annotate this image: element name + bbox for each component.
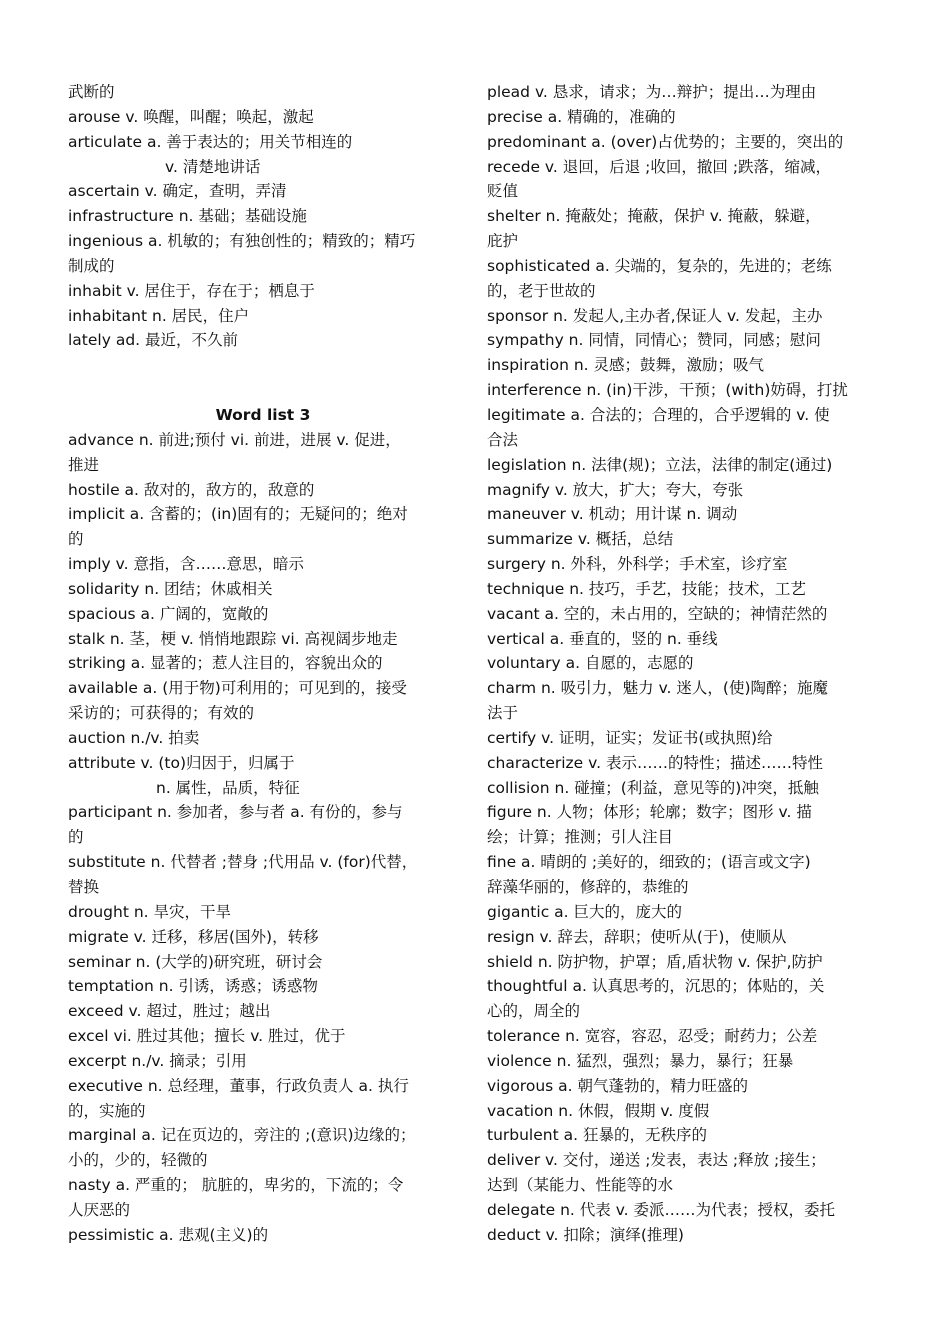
vocab-line: collision n. 碰撞；(利益，意见等的)冲突，抵触 bbox=[487, 778, 819, 797]
vocab-line: 的 bbox=[68, 530, 84, 549]
vocab-line: technique n. 技巧，手艺，技能；技术，工艺 bbox=[487, 579, 806, 598]
vocab-line: 替换 bbox=[68, 878, 100, 896]
vocab-line: 达到（某能力、性能等的水 bbox=[487, 1176, 674, 1195]
vocab-line: fine a. 晴朗的 ;美好的，细致的；(语言或文字) bbox=[487, 853, 811, 872]
vocab-continuation-line: v. 清楚地讲话 bbox=[165, 157, 261, 176]
vocab-line: deduct v. 扣除；演绎(推理) bbox=[487, 1225, 684, 1244]
vocab-line: excel vi. 胜过其他；擅长 v. 胜过，优于 bbox=[68, 1027, 346, 1046]
vocab-line: voluntary a. 自愿的，志愿的 bbox=[487, 654, 694, 673]
vocab-line: shelter n. 掩蔽处；掩蔽，保护 v. 掩蔽，躲避， bbox=[487, 207, 821, 226]
vocab-line: imply v. 意指，含……意思，暗示 bbox=[68, 555, 304, 574]
vocab-line: temptation n. 引诱，诱惑；诱惑物 bbox=[68, 977, 318, 996]
vocab-line: ascertain v. 确定，查明，弄清 bbox=[68, 182, 287, 201]
vocab-line: substitute n. 代替者 ;替身 ;代用品 v. (for)代替， bbox=[68, 853, 418, 872]
vocab-line: gigantic a. 巨大的，庞大的 bbox=[487, 902, 682, 921]
vocab-line: certify v. 证明，证实；发证书(或执照)给 bbox=[487, 728, 773, 747]
right-column bbox=[487, 80, 877, 1248]
vocab-line: turbulent a. 狂暴的，无秩序的 bbox=[487, 1126, 707, 1145]
vocab-line: inhabitant n. 居民，住户 bbox=[68, 306, 250, 325]
vocab-line: vacation n. 休假，假期 v. 度假 bbox=[487, 1101, 710, 1120]
vocab-line: recede v. 退回，后退 ;收回，撤回 ;跌落，缩减， bbox=[487, 157, 832, 176]
vocab-line: maneuver v. 机动；用计谋 n. 调动 bbox=[487, 505, 738, 524]
vocab-line: predominant a. (over)占优势的；主要的，突出的 bbox=[487, 132, 844, 151]
vocab-line: 心的，周全的 bbox=[487, 1002, 581, 1021]
vocab-line: 制成的 bbox=[68, 256, 115, 275]
vocab-line: characterize v. 表示……的特性；描述……特性 bbox=[487, 753, 823, 772]
vocab-line: plead v. 恳求，请求；为…辩护；提出…为理由 bbox=[487, 83, 817, 101]
vocab-line: delegate n. 代表 v. 委派……为代表；授权，委托 bbox=[487, 1200, 836, 1219]
vocab-line: charm n. 吸引力，魅力 v. 迷人，(使)陶醉；施魔 bbox=[487, 679, 828, 698]
vocab-line: thoughtful a. 认真思考的，沉思的；体贴的，关 bbox=[487, 977, 825, 996]
left-column bbox=[68, 80, 458, 1248]
vocab-line: spacious a. 广阔的，宽敞的 bbox=[68, 604, 269, 623]
vocab-line: vigorous a. 朝气蓬勃的，精力旺盛的 bbox=[487, 1076, 748, 1095]
vocab-line: 庇护 bbox=[487, 232, 519, 251]
vocab-line: auction n./v. 拍卖 bbox=[68, 728, 200, 747]
vocab-line: magnify v. 放大，扩大；夸大，夸张 bbox=[487, 480, 744, 499]
vocab-line: participant n. 参加者，参与者 a. 有份的，参与 bbox=[68, 803, 403, 822]
vocab-line: available a. (用于物)可利用的；可见到的，接受 bbox=[68, 679, 407, 698]
vocab-line: 的，实施的 bbox=[68, 1101, 146, 1120]
vocab-line: ingenious a. 机敏的；有独创性的；精致的；精巧 bbox=[68, 232, 416, 251]
vocab-line: lately ad. 最近，不久前 bbox=[68, 331, 239, 350]
vocab-line: solidarity n. 团结；休戚相关 bbox=[68, 579, 273, 598]
vocab-line: 绘；计算；推测；引人注目 bbox=[487, 828, 674, 847]
vocab-line: nasty a. 严重的； 肮脏的，卑劣的，下流的；令 bbox=[68, 1176, 404, 1195]
vocab-line: 辞藻华丽的，修辞的，恭维的 bbox=[487, 878, 689, 896]
section-heading: Word list 3 bbox=[215, 405, 311, 424]
vocab-line: violence n. 猛烈，强烈；暴力，暴行；狂暴 bbox=[487, 1051, 794, 1070]
vocab-line: exceed v. 超过，胜过；越出 bbox=[68, 1002, 271, 1021]
vocab-line: surgery n. 外科，外科学；手术室，诊疗室 bbox=[487, 555, 788, 574]
vocab-line: implicit a. 含蓄的；(in)固有的；无疑问的；绝对 bbox=[68, 505, 408, 524]
vocab-line: sophisticated a. 尖端的，复杂的，先进的；老练 bbox=[487, 256, 832, 275]
vocab-line: hostile a. 敌对的，敌方的，敌意的 bbox=[68, 480, 315, 499]
vocab-line: executive n. 总经理，董事，行政负责人 a. 执行 bbox=[68, 1076, 409, 1095]
vocab-line: infrastructure n. 基础；基础设施 bbox=[68, 207, 307, 226]
vocab-line: 小的，少的，轻微的 bbox=[68, 1151, 208, 1170]
vocab-line: 合法 bbox=[487, 430, 519, 449]
vocab-line: 法于 bbox=[487, 704, 519, 723]
vocab-line: 的 bbox=[68, 828, 84, 847]
vocab-continuation-line: n. 属性，品质，特征 bbox=[156, 778, 300, 797]
vocab-line: vacant a. 空的，未占用的，空缺的；神情茫然的 bbox=[487, 604, 828, 623]
vocab-line: figure n. 人物；体形；轮廓；数字；图形 v. 描 bbox=[487, 803, 812, 822]
vocab-line: migrate v. 迁移，移居(国外)，转移 bbox=[68, 927, 319, 946]
vocab-line: drought n. 旱灾，干旱 bbox=[68, 902, 232, 921]
vocab-line: inspiration n. 灵感；鼓舞，激励；吸气 bbox=[487, 356, 765, 375]
vocab-line: vertical a. 垂直的，竖的 n. 垂线 bbox=[487, 629, 718, 648]
vocab-line: inhabit v. 居住于，存在于；栖息于 bbox=[68, 281, 315, 300]
vocab-line: 武断的 bbox=[68, 83, 115, 101]
vocab-line: 采访的；可获得的；有效的 bbox=[68, 704, 255, 723]
vocab-line: sympathy n. 同情，同情心；赞同，同感；慰问 bbox=[487, 331, 821, 350]
vocab-line: sponsor n. 发起人,主办者,保证人 v. 发起，主办 bbox=[487, 306, 823, 325]
vocab-line: attribute v. (to)归因于，归属于 bbox=[68, 753, 295, 772]
vocab-line: 推进 bbox=[68, 455, 100, 474]
vocab-line: striking a. 显著的；惹人注目的，容貌出众的 bbox=[68, 654, 383, 673]
vocab-line: tolerance n. 宽容，容忍，忍受；耐药力；公差 bbox=[487, 1027, 818, 1046]
blank-line bbox=[68, 353, 458, 378]
vocab-line: precise a. 精确的，准确的 bbox=[487, 107, 676, 126]
vocab-line: excerpt n./v. 摘录；引用 bbox=[68, 1051, 247, 1070]
vocab-line: pessimistic a. 悲观(主义)的 bbox=[68, 1225, 269, 1244]
vocab-line: legitimate a. 合法的；合理的，合乎逻辑的 v. 使 bbox=[487, 405, 830, 424]
vocab-line: summarize v. 概括，总结 bbox=[487, 530, 674, 549]
vocab-line: marginal a. 记在页边的，旁注的 ;(意识)边缘的； bbox=[68, 1126, 416, 1145]
vocab-line: 的，老于世故的 bbox=[487, 281, 596, 300]
vocab-line: seminar n. (大学的)研究班，研讨会 bbox=[68, 952, 323, 971]
vocab-line: legislation n. 法律(规)；立法，法律的制定(通过) bbox=[487, 455, 833, 474]
vocab-line: resign v. 辞去，辞职；使听从(于)，使顺从 bbox=[487, 927, 787, 946]
vocab-line: 贬值 bbox=[487, 182, 519, 201]
vocab-line: articulate a. 善于表达的；用关节相连的 bbox=[68, 132, 353, 151]
vocab-line: shield n. 防护物，护罩；盾,盾状物 v. 保护,防护 bbox=[487, 952, 823, 971]
vocab-line: 人厌恶的 bbox=[68, 1200, 131, 1219]
vocab-line: deliver v. 交付，递送 ;发表，表达 ;释放 ;接生； bbox=[487, 1151, 826, 1170]
vocab-line: interference n. (in)干涉，干预；(with)妨碍，打扰 bbox=[487, 381, 848, 400]
blank-line bbox=[68, 378, 458, 403]
vocab-line: arouse v. 唤醒，叫醒；唤起，激起 bbox=[68, 107, 314, 126]
vocab-line: stalk n. 茎，梗 v. 悄悄地跟踪 vi. 高视阔步地走 bbox=[68, 629, 398, 648]
vocab-line: advance n. 前进;预付 vi. 前进，进展 v. 促进， bbox=[68, 430, 401, 449]
